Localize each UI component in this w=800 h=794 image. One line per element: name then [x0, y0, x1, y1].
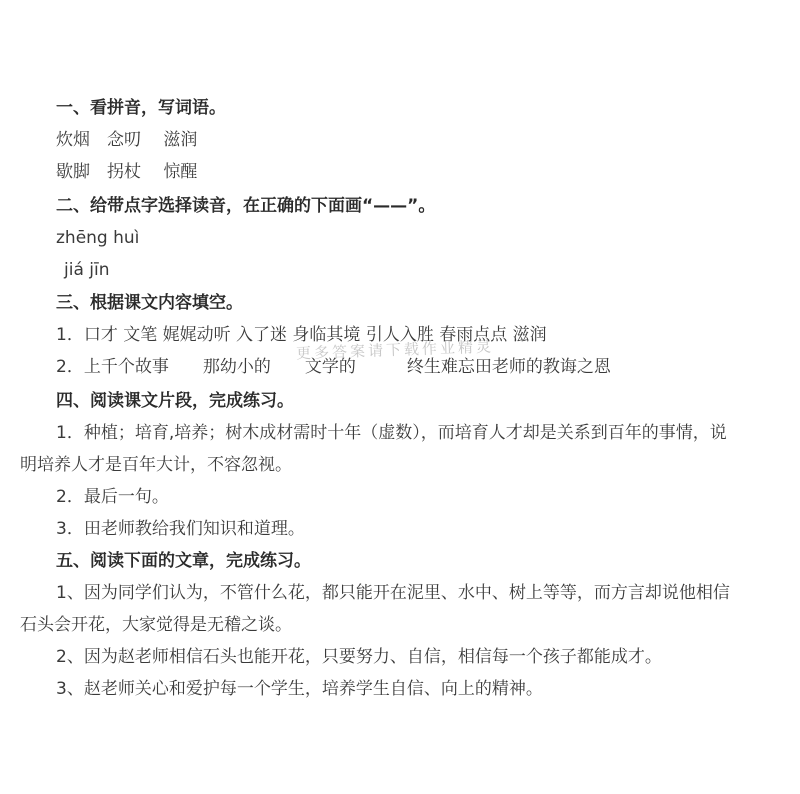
section1-heading: 一、看拼音，写词语。 — [56, 98, 226, 118]
section1-row2: 歇脚 拐杖 惊醒 — [56, 162, 198, 182]
section4-item2: 2．最后一句。 — [56, 487, 169, 507]
section5-item1-line1: 1、因为同学们认为，不管什么花，都只能开在泥里、水中、树上等等，而方言却说他相信 — [56, 583, 730, 603]
section5-item2: 2、因为赵老师相信石头也能开花，只要努力、自信，相信每一个孩子都能成才。 — [56, 647, 662, 667]
section4-item1-line2: 明培养人才是百年大计，不容忽视。 — [20, 455, 292, 475]
section4-item1-line1: 1．种植；培育,培养；树木成材需时十年（虚数），而培育人才却是关系到百年的事情，说 — [56, 423, 727, 443]
section3-item1: 1．口才 文笔 娓娓动听 入了迷 身临其境 引人入胜 春雨点点 滋润 — [56, 325, 547, 345]
section2-pinyin-row1: zhēng huì — [56, 228, 140, 248]
section5-heading: 五、阅读下面的文章，完成练习。 — [56, 551, 311, 571]
section4-item3: 3．田老师教给我们知识和道理。 — [56, 519, 305, 539]
section2-heading: 二、给带点字选择读音，在正确的下面画“——”。 — [56, 196, 436, 216]
watermark-text: 更多答案请下载作业精灵 — [295, 337, 495, 363]
section2-pinyin-row2: jiá jīn — [64, 260, 110, 280]
section1-row1: 炊烟 念叨 滋润 — [56, 130, 198, 150]
section3-item2: 2．上千个故事 那幼小的 文学的 终生难忘田老师的教诲之恩 — [56, 357, 611, 377]
section4-heading: 四、阅读课文片段，完成练习。 — [56, 391, 294, 411]
section5-item3: 3、赵老师关心和爱护每一个学生，培养学生自信、向上的精神。 — [56, 679, 543, 699]
section5-item1-line2: 石头会开花，大家觉得是无稽之谈。 — [20, 615, 292, 635]
section3-heading: 三、根据课文内容填空。 — [56, 293, 243, 313]
